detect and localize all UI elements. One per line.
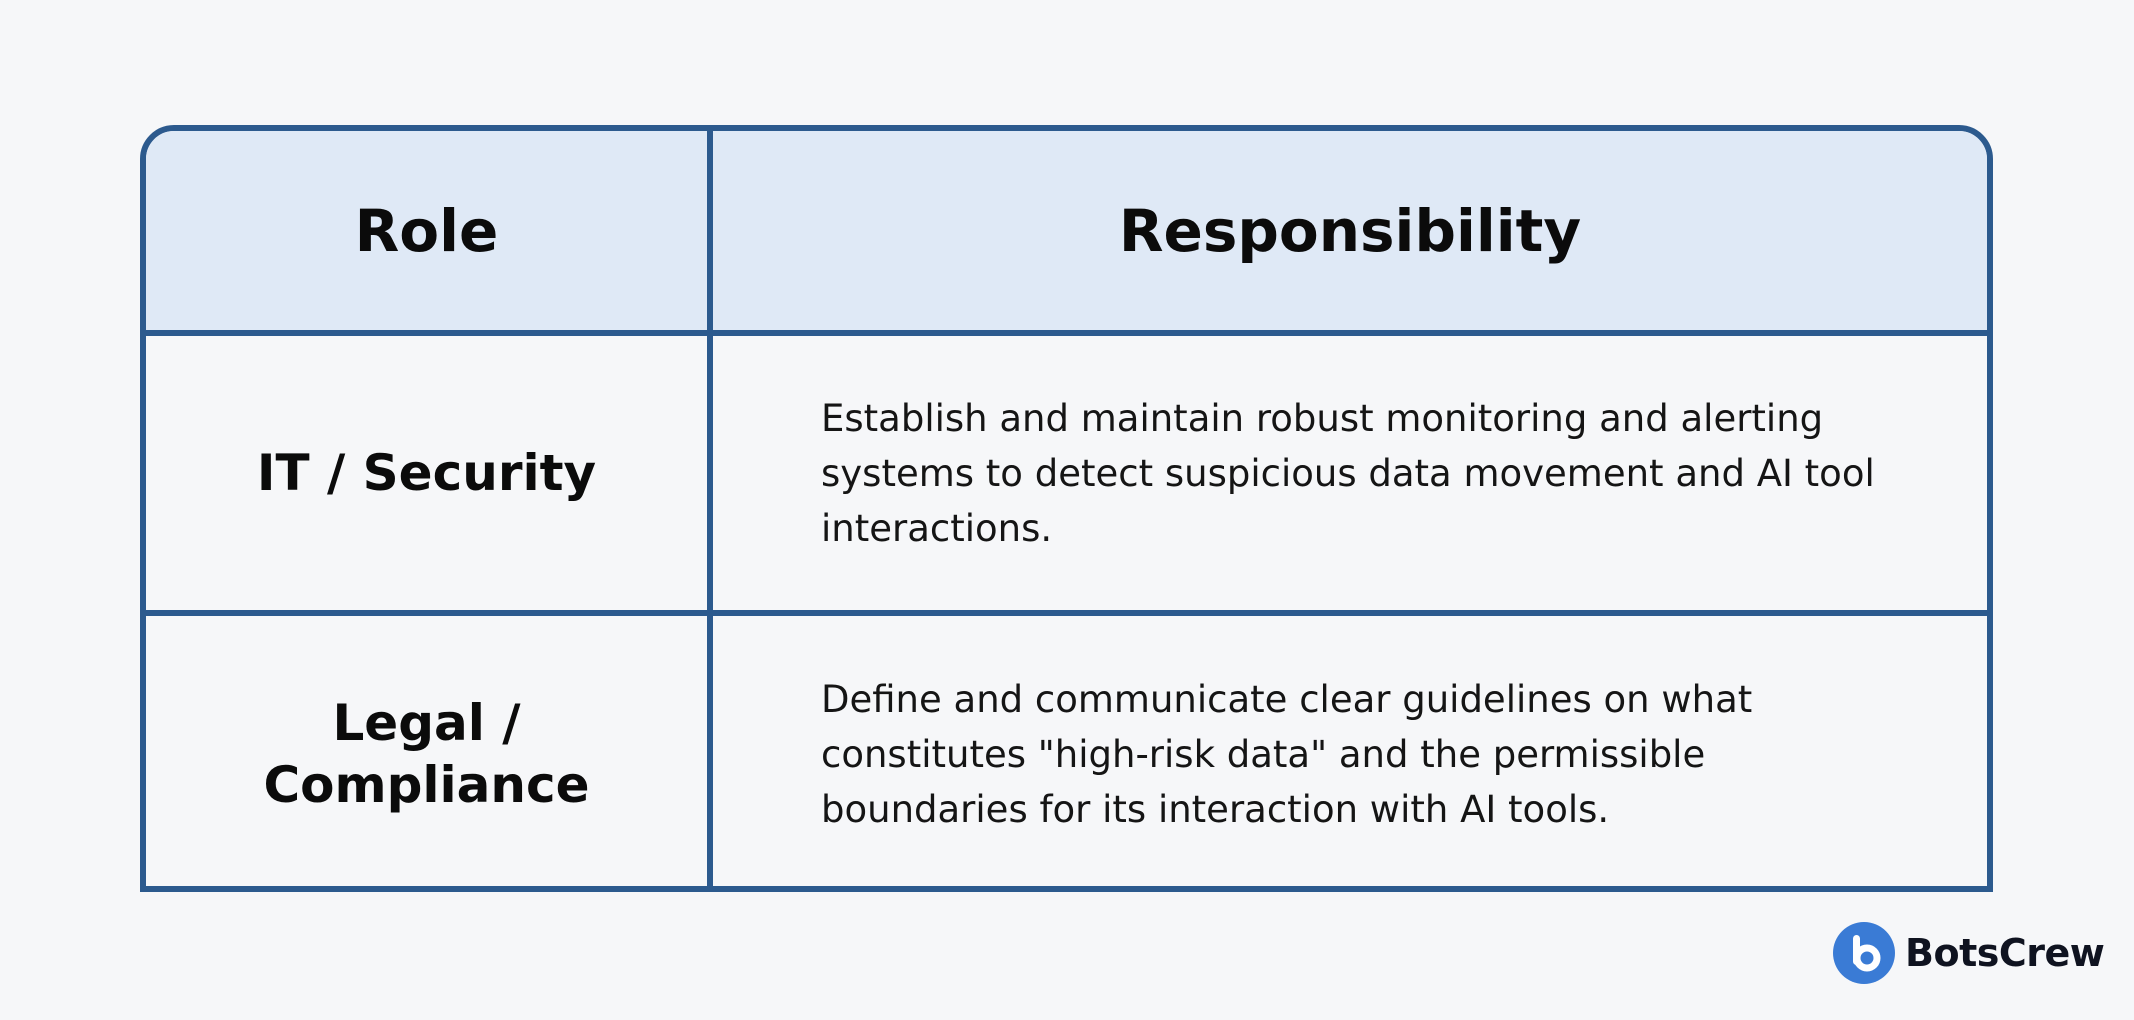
brand-name: BotsCrew	[1905, 931, 2105, 975]
role-cell	[146, 333, 710, 613]
role-label-line-1: Legal /	[332, 694, 521, 752]
column-header-responsibility: Responsibility	[710, 131, 1987, 333]
role-label: IT / Security	[256, 444, 597, 502]
responsibility-cell: Establish and maintain robust monitoring and alerting systems to detect suspicious data movement and AI tool interactions.	[710, 333, 1987, 613]
table-header-row	[146, 131, 1987, 333]
role-cell	[146, 613, 710, 892]
roles-responsibility-table	[146, 131, 1987, 892]
column-header-role: Role	[146, 131, 710, 333]
table-row	[146, 613, 1987, 892]
brand-logo	[1833, 922, 2104, 984]
botscrew-logo-icon	[1833, 922, 1895, 984]
roles-table	[140, 125, 1993, 892]
responsibility-cell: Define and communicate clear guidelines on what constitutes "high-risk data" and the permissible boundaries for its interaction with AI tools.	[710, 613, 1987, 892]
table-row	[146, 333, 1987, 613]
role-label-line-2: Compliance	[263, 756, 590, 814]
